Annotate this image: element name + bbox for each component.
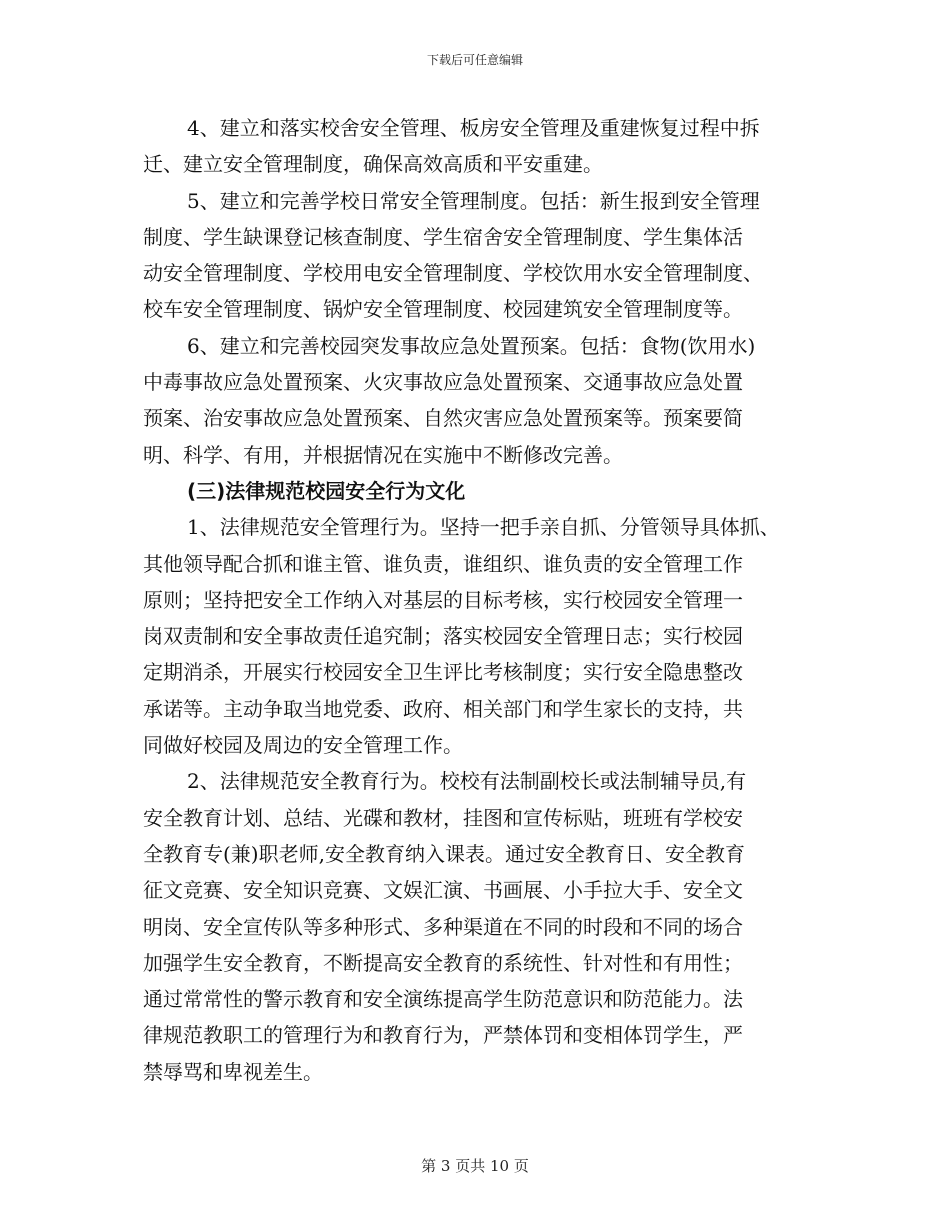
paragraph-line: 6、建立和完善校园突发事故应急处置预案。包括：食物(饮用水): [187, 333, 756, 358]
paragraph-line: 制度、学生缺课登记核查制度、学生宿舍安全管理制度、学生集体活: [143, 224, 743, 249]
paragraph-item-5: [143, 183, 828, 328]
paragraph-line: 预案、治安事故应急处置预案、自然灾害应急处置预案等。预案要简: [143, 406, 743, 431]
paragraph-line: 原则；坚持把安全工作纳入对基层的目标考核，实行校园安全管理一: [143, 587, 743, 612]
section-heading: (三)法律规范校园安全行为文化: [187, 478, 466, 503]
page-footer: 第 3 页共 10 页: [421, 1157, 529, 1175]
paragraph-line: 5、建立和完善学校日常安全管理制度。包括：新生报到安全管理: [187, 188, 760, 213]
document-body: [143, 110, 828, 1090]
paragraph-line: 明、科学、有用，并根据情况在实施中不断修改完善。: [143, 442, 623, 467]
paragraph-line: 加强学生安全教育，不断提高安全教育的系统性、针对性和有用性；: [143, 950, 743, 975]
paragraph-line: 明岗、安全宣传队等多种形式、多种渠道在不同的时段和不同的场合: [143, 914, 743, 939]
paragraph-section3-item-1: [143, 509, 828, 763]
paragraph-line: 动安全管理制度、学校用电安全管理制度、学校饮用水安全管理制度、: [143, 261, 763, 286]
paragraph-line: 校车安全管理制度、锅炉安全管理制度、校园建筑安全管理制度等。: [143, 297, 743, 322]
paragraph-line: 中毒事故应急处置预案、火灾事故应急处置预案、交通事故应急处置: [143, 370, 743, 395]
paragraph-line: 其他领导配合抓和谁主管、谁负责，谁组织、谁负责的安全管理工作: [143, 551, 743, 576]
paragraph-section3-item-2: [143, 763, 828, 1090]
paragraph-line: 律规范教职工的管理行为和教育行为，严禁体罚和变相体罚学生，严: [143, 1023, 743, 1048]
paragraph-line: 同做好校园及周边的安全管理工作。: [143, 733, 463, 758]
paragraph-line: 4、建立和落实校舍安全管理、板房安全管理及重建恢复过程中拆: [187, 116, 760, 140]
paragraph-line: 全教育专(兼)职老师,安全教育纳入课表。通过安全教育日、安全教育: [143, 841, 745, 866]
paragraph-item-6: [143, 328, 828, 473]
paragraph-line: 承诺等。主动争取当地党委、政府、相关部门和学生家长的支持，共: [143, 696, 743, 721]
paragraph-line: 岗双责制和安全事故责任追究制；落实校园安全管理日志；实行校园: [143, 624, 743, 649]
paragraph-line: 定期消杀，开展实行校园安全卫生评比考核制度；实行安全隐患整改: [143, 660, 743, 685]
paragraph-line: 禁辱骂和卑视差生。: [143, 1059, 323, 1084]
paragraph-line: 征文竞赛、安全知识竞赛、文娱汇演、书画展、小手拉大手、安全文: [143, 878, 743, 903]
paragraph-item-4: [143, 110, 828, 183]
page-header: 下载后可任意编辑: [426, 53, 523, 67]
paragraph-line: 1、法律规范安全管理行为。坚持一把手亲自抓、分管领导具体抓、: [187, 515, 780, 540]
paragraph-line: 迁、建立安全管理制度，确保高效高质和平安重建。: [143, 152, 603, 177]
paragraph-line: 通过常常性的警示教育和安全演练提高学生防范意识和防范能力。法: [143, 987, 743, 1012]
paragraph-line: 安全教育计划、总结、光碟和教材，挂图和宣传标贴，班班有学校安: [143, 805, 743, 830]
paragraph-line: 2、法律规范安全教育行为。校校有法制副校长或法制辅导员,有: [187, 769, 747, 794]
